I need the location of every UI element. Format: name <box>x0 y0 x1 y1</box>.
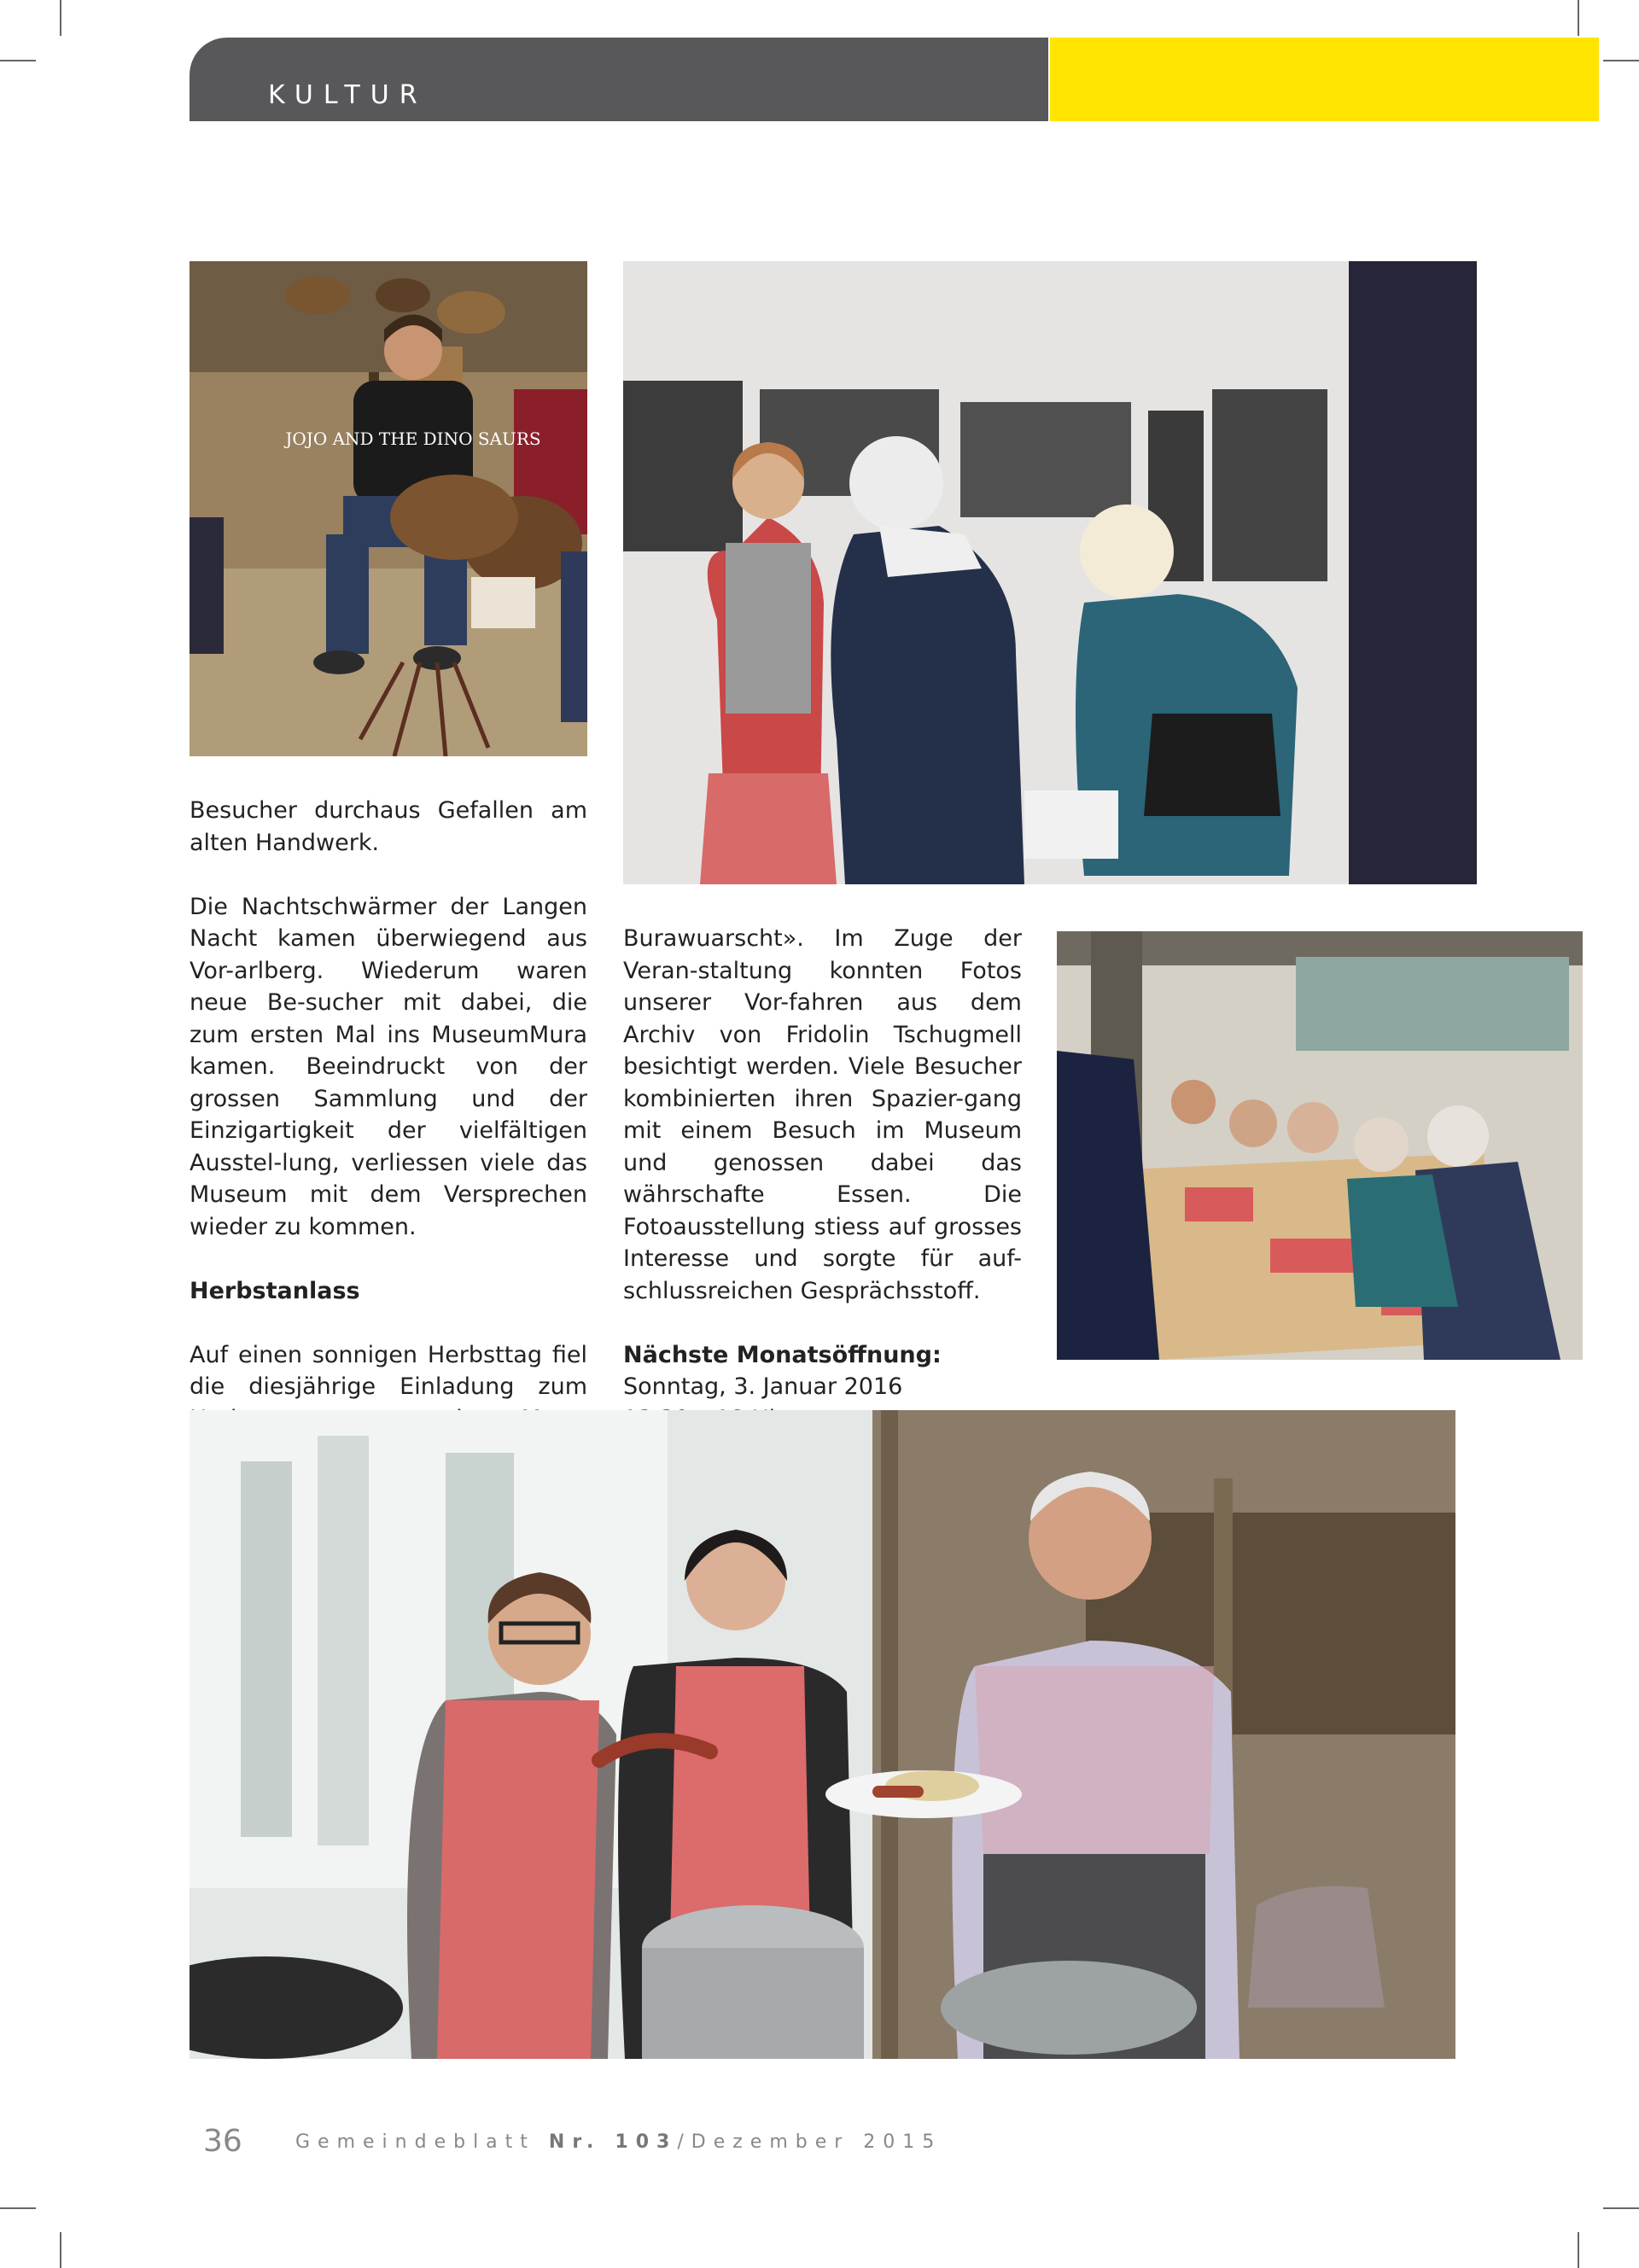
issue-date: /Dezember 2015 <box>677 2131 942 2153</box>
crop-mark <box>1603 60 1639 61</box>
publication-name: Gemeindeblatt <box>295 2131 535 2153</box>
crop-mark <box>0 60 36 61</box>
section-header-bar <box>190 38 1048 121</box>
header-accent-block <box>1050 38 1599 121</box>
photo-dining-table <box>1057 931 1583 1360</box>
article-column-left <box>190 795 587 1467</box>
notice-date: Sonntag, 3. Januar 2016 <box>623 1373 903 1400</box>
section-heading: Herbstanlass <box>190 1277 360 1304</box>
paragraph: Besucher durchaus Gefallen am alten Handwerk. <box>190 797 587 856</box>
page-number: 36 <box>203 2124 242 2159</box>
photo-exhibition-visitors <box>623 261 1477 884</box>
notice-heading: Nächste Monatsöffnung: <box>623 1341 942 1368</box>
crop-mark <box>1603 2207 1639 2209</box>
issue-number: 103 <box>615 2131 678 2153</box>
issue-prefix: Nr. <box>548 2131 602 2153</box>
paragraph: Burawuarscht». Im Zuge der Veran-staltung konnten Fotos unserer Vor-fahren aus dem Archiv von Fridolin Tschugmell besichtigt werden. Viele Besucher kombinierten ihren Spazier-gang mit einem Besuch im Museum und genossen dabei das währschafte Essen. Die Fotoausstellung stiess auf grosses Interesse und sorgte für auf-schlussreichen Gesprächsstoff. <box>623 925 1022 1304</box>
paragraph: Auf einen sonnigen Herbsttag fiel die diesjährige Einladung zum <box>190 1341 587 1400</box>
publication-info <box>295 2131 942 2153</box>
crop-mark <box>1578 2232 1579 2268</box>
paragraph: Die Nachtschwärmer der Langen Nacht kamen überwiegend aus Vor-arlberg. Wiederum waren neue Be-sucher mit dabei, die zum ersten Mal ins MuseumMura kamen. Beeindruckt von der grossen Sammlung und der Einzigartigkeit der vielfältigen Ausstel-lung, verliessen viele das Museum mit dem Versprechen wieder zu kommen. <box>190 893 587 1240</box>
shirt-print-text: JOJO AND THE DINO SAURS <box>285 429 541 449</box>
section-title: KULTUR <box>268 80 428 110</box>
crop-mark <box>0 2207 36 2209</box>
crop-mark <box>1578 0 1579 36</box>
crop-mark <box>60 0 61 36</box>
photo-basket-weaver <box>190 261 587 756</box>
photo-cooks-serving <box>190 1410 1455 2059</box>
crop-mark <box>60 2232 61 2268</box>
article-column-middle <box>623 923 1022 1435</box>
